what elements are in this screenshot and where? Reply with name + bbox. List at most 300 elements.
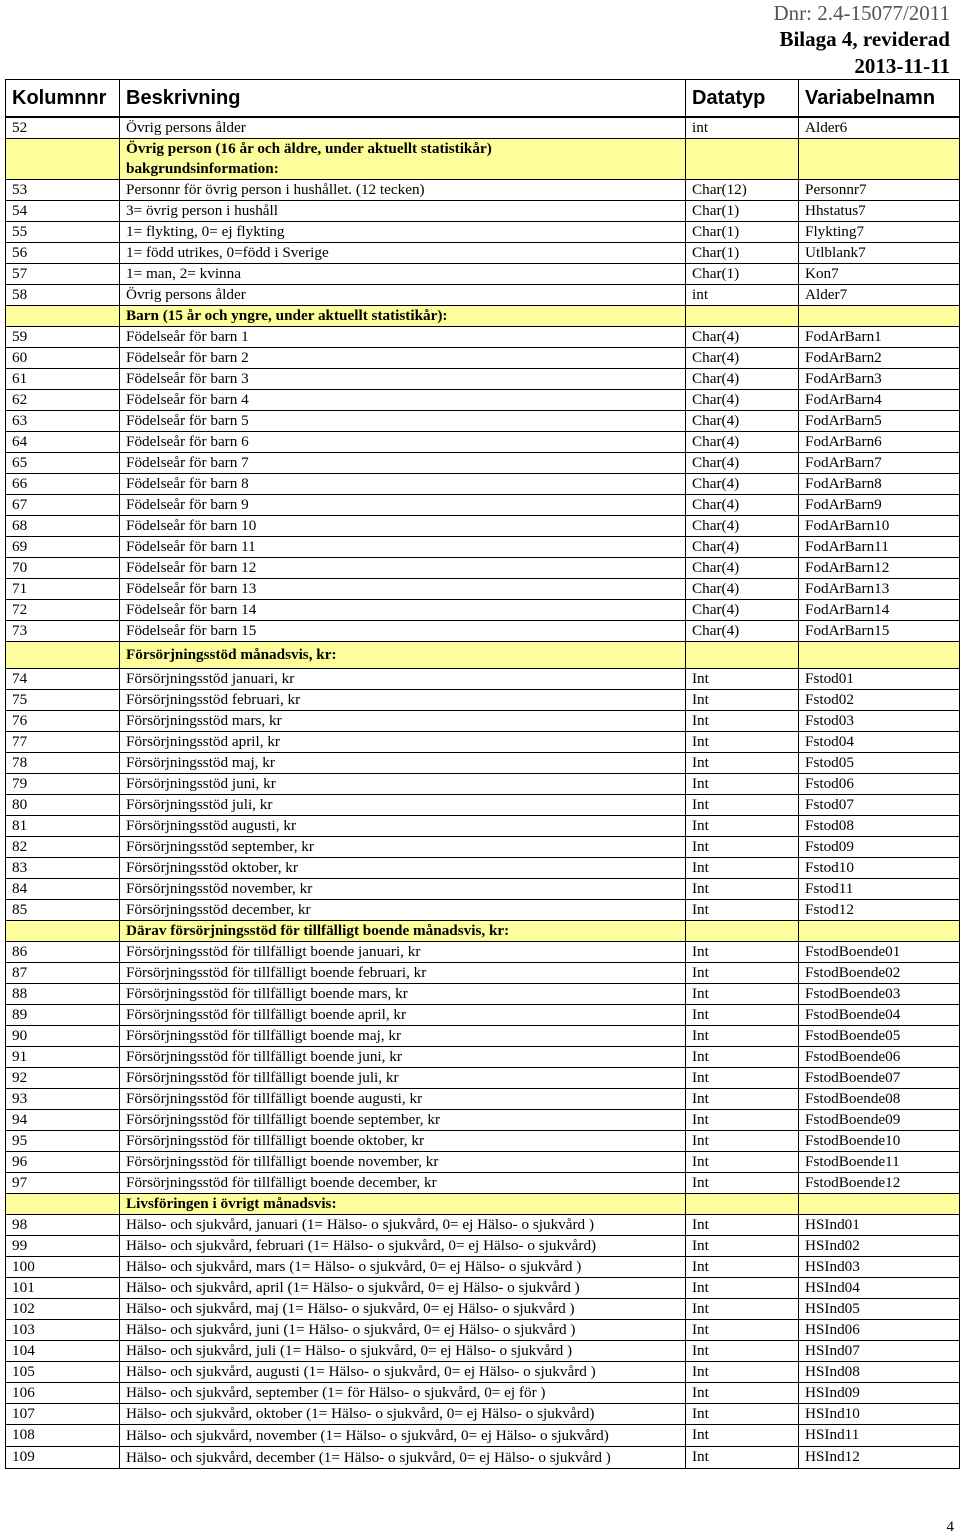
variable-name-cell: FodArBarn12: [799, 558, 960, 579]
section-header-row: [6, 306, 960, 327]
description-cell: Födelseår för barn 6: [120, 432, 686, 453]
variable-name-cell: Fstod11: [799, 879, 960, 900]
column-number-cell: 67: [6, 495, 120, 516]
variable-name-cell: HSInd12: [799, 1447, 960, 1469]
variable-name-cell: HSInd03: [799, 1257, 960, 1278]
column-number-cell: 84: [6, 879, 120, 900]
datatype-cell: Int: [686, 1152, 799, 1173]
variable-name-cell: FodArBarn13: [799, 579, 960, 600]
column-number-cell: 60: [6, 348, 120, 369]
table-row: [6, 1447, 960, 1469]
table-row: [6, 774, 960, 795]
revision-date: 2013-11-11: [854, 54, 950, 78]
table-row: [6, 369, 960, 390]
section-header-row: [6, 921, 960, 942]
column-number-cell: 83: [6, 858, 120, 879]
variable-name-cell: HSInd06: [799, 1320, 960, 1341]
description-cell: Försörjningsstöd för tillfälligt boende juni, kr: [120, 1047, 686, 1068]
table-row: [6, 1320, 960, 1341]
table-row: [6, 753, 960, 774]
datatype-cell: Int: [686, 1257, 799, 1278]
description-cell: Hälso- och sjukvård, mars (1= Hälso- o sjukvård, 0= ej Hälso- o sjukvård ): [120, 1257, 686, 1278]
table-row: [6, 495, 960, 516]
variable-name-cell: HSInd11: [799, 1425, 960, 1447]
column-number-cell: 103: [6, 1320, 120, 1341]
description-cell: Försörjningsstöd för tillfälligt boende oktober, kr: [120, 1131, 686, 1152]
column-header-beskrivning: Beskrivning: [120, 80, 686, 118]
variable-name-cell: Fstod09: [799, 837, 960, 858]
section-var-cell: [799, 306, 960, 327]
description-cell: Födelseår för barn 12: [120, 558, 686, 579]
variable-name-cell: Fstod02: [799, 690, 960, 711]
variable-name-cell: Fstod12: [799, 900, 960, 921]
table-row: [6, 537, 960, 558]
column-number-cell: 102: [6, 1299, 120, 1320]
table-row: [6, 222, 960, 243]
variable-name-cell: Fstod06: [799, 774, 960, 795]
column-number-cell: 87: [6, 963, 120, 984]
table-row: [6, 474, 960, 495]
section-type-cell: [686, 1194, 799, 1215]
column-number-cell: 72: [6, 600, 120, 621]
datatype-cell: Int: [686, 942, 799, 963]
datatype-cell: Int: [686, 1341, 799, 1362]
column-header-datatyp: Datatyp: [686, 80, 799, 118]
column-number-cell: 77: [6, 732, 120, 753]
column-number-cell: 70: [6, 558, 120, 579]
variable-name-cell: Personnr7: [799, 180, 960, 201]
description-cell: Försörjningsstöd april, kr: [120, 732, 686, 753]
variable-name-cell: FodArBarn2: [799, 348, 960, 369]
description-cell: Födelseår för barn 8: [120, 474, 686, 495]
variable-name-cell: Kon7: [799, 264, 960, 285]
table-row: [6, 1257, 960, 1278]
description-cell: Födelseår för barn 5: [120, 411, 686, 432]
section-var-cell: [799, 139, 960, 180]
section-nr-cell: [6, 921, 120, 942]
table-row: [6, 732, 960, 753]
section-nr-cell: [6, 306, 120, 327]
section-var-cell: [799, 1194, 960, 1215]
datatype-cell: Int: [686, 1131, 799, 1152]
table-row: [6, 1215, 960, 1236]
table-row: [6, 669, 960, 690]
datatype-cell: Int: [686, 879, 799, 900]
variable-name-cell: FodArBarn8: [799, 474, 960, 495]
description-cell: Födelseår för barn 13: [120, 579, 686, 600]
variable-name-cell: FodArBarn10: [799, 516, 960, 537]
table-row: [6, 390, 960, 411]
datatype-cell: Int: [686, 900, 799, 921]
datatype-cell: Int: [686, 1447, 799, 1469]
datatype-cell: Int: [686, 1236, 799, 1257]
datatype-cell: Int: [686, 711, 799, 732]
section-title-line: Övrig person (16 år och äldre, under aktuellt statistikår): [126, 140, 492, 157]
datatype-cell: Int: [686, 1173, 799, 1194]
description-cell: Födelseår för barn 3: [120, 369, 686, 390]
column-number-cell: 94: [6, 1110, 120, 1131]
description-cell: Försörjningsstöd för tillfälligt boende maj, kr: [120, 1026, 686, 1047]
table-row: [6, 1236, 960, 1257]
column-number-cell: 53: [6, 180, 120, 201]
datatype-cell: Int: [686, 774, 799, 795]
column-number-cell: 79: [6, 774, 120, 795]
table-row: [6, 1425, 960, 1447]
column-number-cell: 100: [6, 1257, 120, 1278]
description-cell: Födelseår för barn 9: [120, 495, 686, 516]
datatype-cell: Int: [686, 1425, 799, 1447]
table-row: [6, 348, 960, 369]
description-cell: Försörjningsstöd för tillfälligt boende november, kr: [120, 1152, 686, 1173]
column-number-cell: 68: [6, 516, 120, 537]
column-number-cell: 66: [6, 474, 120, 495]
description-cell: Hälso- och sjukvård, juni (1= Hälso- o sjukvård, 0= ej Hälso- o sjukvård ): [120, 1320, 686, 1341]
datatype-cell: Char(4): [686, 432, 799, 453]
table-row: [6, 984, 960, 1005]
table-row: [6, 1383, 960, 1404]
section-header-row: [6, 642, 960, 669]
column-number-cell: 85: [6, 900, 120, 921]
description-cell: Försörjningsstöd för tillfälligt boende september, kr: [120, 1110, 686, 1131]
description-cell: Försörjningsstöd oktober, kr: [120, 858, 686, 879]
column-header-variabelnamn: Variabelnamn: [799, 80, 960, 118]
table-row: [6, 1131, 960, 1152]
section-header-row: [6, 1194, 960, 1215]
datatype-cell: Int: [686, 858, 799, 879]
variable-name-cell: FodArBarn1: [799, 327, 960, 348]
description-cell: Försörjningsstöd för tillfälligt boende april, kr: [120, 1005, 686, 1026]
description-cell: Försörjningsstöd juli, kr: [120, 795, 686, 816]
datatype-cell: Int: [686, 1110, 799, 1131]
column-number-cell: 108: [6, 1425, 120, 1447]
description-cell: Födelseår för barn 1: [120, 327, 686, 348]
table-row: [6, 1278, 960, 1299]
description-cell: Försörjningsstöd för tillfälligt boende januari, kr: [120, 942, 686, 963]
datatype-cell: Char(1): [686, 264, 799, 285]
variable-name-cell: FstodBoende10: [799, 1131, 960, 1152]
variable-name-cell: FodArBarn9: [799, 495, 960, 516]
variable-name-cell: HSInd08: [799, 1362, 960, 1383]
table-row: [6, 579, 960, 600]
attachment-label: Bilaga 4, reviderad: [779, 27, 950, 51]
datatype-cell: int: [686, 285, 799, 306]
description-cell: 1= flykting, 0= ej flykting: [120, 222, 686, 243]
table-row: [6, 963, 960, 984]
table-row: [6, 1404, 960, 1425]
description-cell: Övrig persons ålder: [120, 117, 686, 139]
description-cell: Hälso- och sjukvård, januari (1= Hälso- o sjukvård, 0= ej Hälso- o sjukvård ): [120, 1215, 686, 1236]
datatype-cell: Char(12): [686, 180, 799, 201]
variable-name-cell: FodArBarn4: [799, 390, 960, 411]
variable-name-cell: FstodBoende08: [799, 1089, 960, 1110]
description-cell: Födelseår för barn 15: [120, 621, 686, 642]
column-number-cell: 89: [6, 1005, 120, 1026]
description-cell: Födelseår för barn 10: [120, 516, 686, 537]
table-row: [6, 879, 960, 900]
variable-name-cell: HSInd07: [799, 1341, 960, 1362]
diary-number: Dnr: 2.4-15077/2011: [773, 1, 950, 25]
column-number-cell: 69: [6, 537, 120, 558]
table-row: [6, 264, 960, 285]
description-cell: Hälso- och sjukvård, augusti (1= Hälso- o sjukvård, 0= ej Hälso- o sjukvård ): [120, 1362, 686, 1383]
description-cell: Försörjningsstöd för tillfälligt boende februari, kr: [120, 963, 686, 984]
section-title: Barn (15 år och yngre, under aktuellt statistikår):: [120, 306, 686, 327]
column-number-cell: 97: [6, 1173, 120, 1194]
datatype-cell: Int: [686, 1362, 799, 1383]
variable-name-cell: FstodBoende05: [799, 1026, 960, 1047]
column-number-cell: 99: [6, 1236, 120, 1257]
description-cell: Hälso- och sjukvård, september (1= för Hälso- o sjukvård, 0= ej för ): [120, 1383, 686, 1404]
description-cell: 1= född utrikes, 0=född i Sverige: [120, 243, 686, 264]
table-row: [6, 1299, 960, 1320]
table-row: [6, 243, 960, 264]
description-cell: Försörjningsstöd för tillfälligt boende december, kr: [120, 1173, 686, 1194]
variable-name-cell: FstodBoende07: [799, 1068, 960, 1089]
description-cell: Försörjningsstöd november, kr: [120, 879, 686, 900]
description-cell: Födelseår för barn 4: [120, 390, 686, 411]
datatype-cell: Int: [686, 1383, 799, 1404]
datatype-cell: Int: [686, 1278, 799, 1299]
description-cell: Födelseår för barn 14: [120, 600, 686, 621]
table-row: [6, 1005, 960, 1026]
description-cell: Försörjningsstöd december, kr: [120, 900, 686, 921]
column-number-cell: 105: [6, 1362, 120, 1383]
description-cell: Försörjningsstöd för tillfälligt boende augusti, kr: [120, 1089, 686, 1110]
variable-name-cell: FodArBarn3: [799, 369, 960, 390]
section-header-row: [6, 139, 960, 180]
column-number-cell: 92: [6, 1068, 120, 1089]
datatype-cell: Char(4): [686, 600, 799, 621]
description-cell: Hälso- och sjukvård, juli (1= Hälso- o sjukvård, 0= ej Hälso- o sjukvård ): [120, 1341, 686, 1362]
datatype-cell: Int: [686, 1299, 799, 1320]
table-row: [6, 711, 960, 732]
page-number: 4: [946, 1519, 954, 1535]
section-type-cell: [686, 306, 799, 327]
column-number-cell: 73: [6, 621, 120, 642]
datatype-cell: Char(4): [686, 495, 799, 516]
column-number-cell: 82: [6, 837, 120, 858]
column-number-cell: 90: [6, 1026, 120, 1047]
section-var-cell: [799, 642, 960, 669]
datatype-cell: Int: [686, 1068, 799, 1089]
column-number-cell: 58: [6, 285, 120, 306]
table-row: [6, 1173, 960, 1194]
column-number-cell: 56: [6, 243, 120, 264]
description-cell: Försörjningsstöd för tillfälligt boende juli, kr: [120, 1068, 686, 1089]
variable-name-cell: FstodBoende02: [799, 963, 960, 984]
table-row: [6, 1341, 960, 1362]
table-row: [6, 1068, 960, 1089]
table-row: [6, 432, 960, 453]
document-header: [773, 0, 950, 80]
datatype-cell: Char(4): [686, 516, 799, 537]
section-type-cell: [686, 139, 799, 180]
datatype-cell: Int: [686, 1026, 799, 1047]
table-row: [6, 621, 960, 642]
section-title: Därav försörjningsstöd för tillfälligt boende månadsvis, kr:: [120, 921, 686, 942]
datatype-cell: Char(4): [686, 558, 799, 579]
datatype-cell: Int: [686, 732, 799, 753]
table-row: [6, 858, 960, 879]
table-header-row: [6, 80, 960, 118]
column-number-cell: 88: [6, 984, 120, 1005]
table-row: [6, 117, 960, 139]
datatype-cell: Int: [686, 795, 799, 816]
datatype-cell: Char(4): [686, 579, 799, 600]
column-header-kolumnnr: Kolumnnr: [6, 80, 120, 118]
description-cell: Hälso- och sjukvård, november (1= Hälso- o sjukvård, 0= ej Hälso- o sjukvård): [120, 1425, 686, 1447]
datatype-cell: Char(4): [686, 327, 799, 348]
section-title: Försörjningsstöd månadsvis, kr:: [120, 642, 686, 669]
variable-name-cell: Fstod03: [799, 711, 960, 732]
table-row: [6, 1089, 960, 1110]
variable-name-cell: Utlblank7: [799, 243, 960, 264]
table-row: [6, 201, 960, 222]
datatype-cell: Int: [686, 1320, 799, 1341]
description-cell: 3= övrig person i hushåll: [120, 201, 686, 222]
column-number-cell: 101: [6, 1278, 120, 1299]
column-number-cell: 96: [6, 1152, 120, 1173]
section-type-cell: [686, 642, 799, 669]
description-cell: Försörjningsstöd maj, kr: [120, 753, 686, 774]
variable-name-cell: FstodBoende06: [799, 1047, 960, 1068]
description-cell: Hälso- och sjukvård, december (1= Hälso- o sjukvård, 0= ej Hälso- o sjukvård ): [120, 1447, 686, 1469]
section-nr-cell: [6, 642, 120, 669]
table-row: [6, 795, 960, 816]
datatype-cell: Int: [686, 1089, 799, 1110]
description-cell: Försörjningsstöd augusti, kr: [120, 816, 686, 837]
section-title-line: bakgrundsinformation:: [126, 160, 279, 177]
description-cell: Födelseår för barn 11: [120, 537, 686, 558]
column-number-cell: 109: [6, 1447, 120, 1469]
table-row: [6, 600, 960, 621]
column-number-cell: 75: [6, 690, 120, 711]
variable-name-cell: FodArBarn15: [799, 621, 960, 642]
column-number-cell: 78: [6, 753, 120, 774]
column-number-cell: 52: [6, 117, 120, 139]
table-body: [6, 117, 960, 1469]
variable-name-cell: FstodBoende11: [799, 1152, 960, 1173]
datatype-cell: Char(4): [686, 474, 799, 495]
table-row: [6, 558, 960, 579]
datatype-cell: Int: [686, 753, 799, 774]
column-number-cell: 107: [6, 1404, 120, 1425]
variable-name-cell: Fstod01: [799, 669, 960, 690]
table-row: [6, 942, 960, 963]
variable-name-cell: Fstod07: [799, 795, 960, 816]
datatype-cell: Int: [686, 1215, 799, 1236]
table-row: [6, 816, 960, 837]
column-number-cell: 81: [6, 816, 120, 837]
datatype-cell: Char(4): [686, 621, 799, 642]
column-number-cell: 63: [6, 411, 120, 432]
table-row: [6, 900, 960, 921]
column-number-cell: 91: [6, 1047, 120, 1068]
column-number-cell: 74: [6, 669, 120, 690]
variable-name-cell: FstodBoende03: [799, 984, 960, 1005]
datatype-cell: Int: [686, 1047, 799, 1068]
variable-name-cell: HSInd01: [799, 1215, 960, 1236]
column-number-cell: 62: [6, 390, 120, 411]
datatype-cell: Char(4): [686, 537, 799, 558]
datatype-cell: int: [686, 117, 799, 139]
datatype-cell: Char(4): [686, 369, 799, 390]
datatype-cell: Int: [686, 837, 799, 858]
description-cell: Hälso- och sjukvård, maj (1= Hälso- o sjukvård, 0= ej Hälso- o sjukvård ): [120, 1299, 686, 1320]
variable-name-cell: HSInd09: [799, 1383, 960, 1404]
column-number-cell: 59: [6, 327, 120, 348]
variable-name-cell: FodArBarn5: [799, 411, 960, 432]
datatype-cell: Int: [686, 963, 799, 984]
variable-name-cell: FodArBarn7: [799, 453, 960, 474]
table-row: [6, 1362, 960, 1383]
description-cell: Försörjningsstöd för tillfälligt boende mars, kr: [120, 984, 686, 1005]
column-number-cell: 104: [6, 1341, 120, 1362]
table-row: [6, 1152, 960, 1173]
column-number-cell: 106: [6, 1383, 120, 1404]
description-cell: Försörjningsstöd mars, kr: [120, 711, 686, 732]
variable-name-cell: Fstod08: [799, 816, 960, 837]
description-cell: Hälso- och sjukvård, april (1= Hälso- o sjukvård, 0= ej Hälso- o sjukvård ): [120, 1278, 686, 1299]
variable-name-cell: FodArBarn6: [799, 432, 960, 453]
datatype-cell: Int: [686, 1404, 799, 1425]
table-row: [6, 1026, 960, 1047]
datatype-cell: Char(4): [686, 411, 799, 432]
table-row: [6, 516, 960, 537]
column-number-cell: 93: [6, 1089, 120, 1110]
column-number-cell: 61: [6, 369, 120, 390]
column-number-cell: 71: [6, 579, 120, 600]
column-number-cell: 54: [6, 201, 120, 222]
column-number-cell: 98: [6, 1215, 120, 1236]
variable-name-cell: Hhstatus7: [799, 201, 960, 222]
variable-name-cell: HSInd02: [799, 1236, 960, 1257]
datatype-cell: Int: [686, 1005, 799, 1026]
variable-name-cell: Fstod04: [799, 732, 960, 753]
variable-name-cell: FstodBoende09: [799, 1110, 960, 1131]
column-number-cell: 57: [6, 264, 120, 285]
datatype-cell: Char(1): [686, 222, 799, 243]
variable-name-cell: HSInd10: [799, 1404, 960, 1425]
table-row: [6, 1110, 960, 1131]
table-row: [6, 411, 960, 432]
section-type-cell: [686, 921, 799, 942]
variable-name-cell: Fstod10: [799, 858, 960, 879]
description-cell: 1= man, 2= kvinna: [120, 264, 686, 285]
table-row: [6, 285, 960, 306]
section-title: Livsföringen i övrigt månadsvis:: [120, 1194, 686, 1215]
description-cell: Försörjningsstöd januari, kr: [120, 669, 686, 690]
datatype-cell: Int: [686, 690, 799, 711]
description-cell: Försörjningsstöd februari, kr: [120, 690, 686, 711]
description-cell: Personnr för övrig person i hushållet. (12 tecken): [120, 180, 686, 201]
variable-name-cell: FodArBarn11: [799, 537, 960, 558]
variable-name-cell: HSInd04: [799, 1278, 960, 1299]
table-row: [6, 453, 960, 474]
description-cell: Födelseår för barn 2: [120, 348, 686, 369]
variable-name-cell: FstodBoende04: [799, 1005, 960, 1026]
datatype-cell: Int: [686, 984, 799, 1005]
variable-name-cell: HSInd05: [799, 1299, 960, 1320]
table-row: [6, 1047, 960, 1068]
datatype-cell: Char(1): [686, 243, 799, 264]
datatype-cell: Char(4): [686, 453, 799, 474]
column-number-cell: 95: [6, 1131, 120, 1152]
variable-name-cell: Fstod05: [799, 753, 960, 774]
column-number-cell: 55: [6, 222, 120, 243]
description-cell: Försörjningsstöd september, kr: [120, 837, 686, 858]
variable-name-cell: FstodBoende01: [799, 942, 960, 963]
